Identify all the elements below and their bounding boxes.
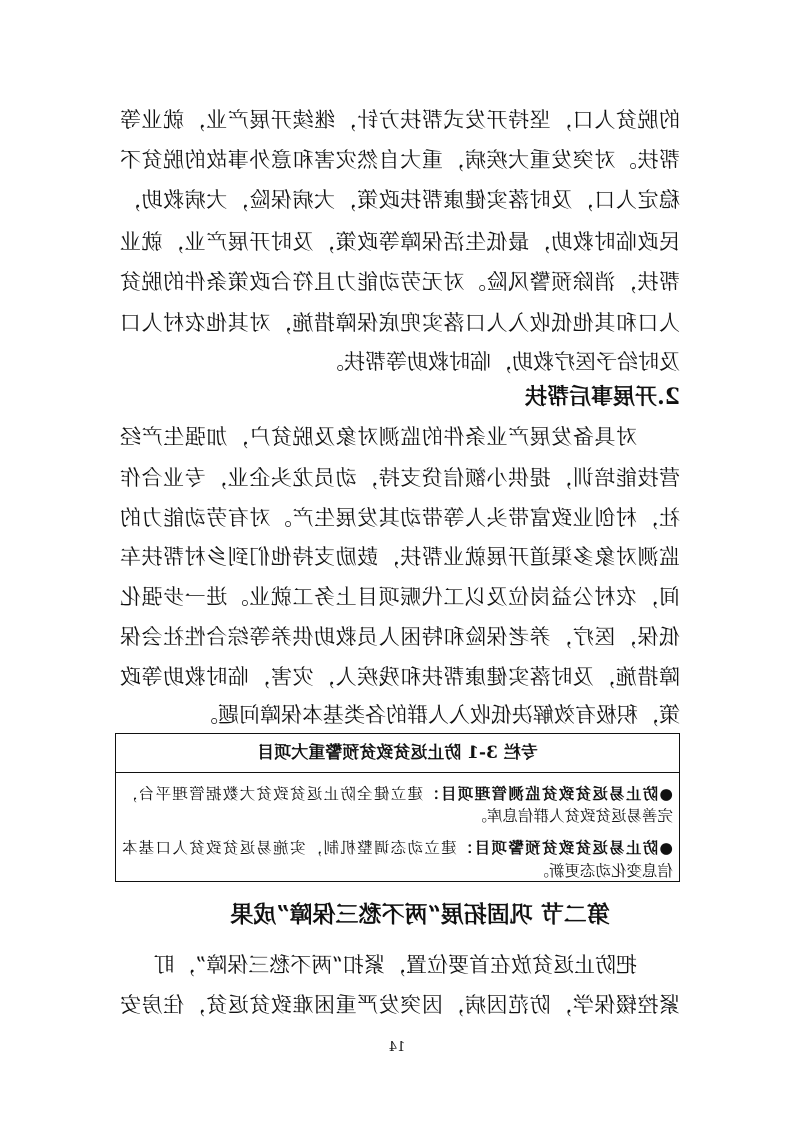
paragraph-line: 及时给予医疗救助，临时救助等帮扶。: [323, 350, 680, 374]
paragraph-line: 营技能培训，提供小额信贷支持，动员龙头企业，专业合作: [120, 466, 680, 490]
paragraph-line: 障措施，及时落实健康帮扶和残疾人，灾害，临时救助等政: [120, 665, 680, 689]
project-box: [115, 733, 680, 882]
paragraph-line: 帮扶，消除预警风险。对无劳动能力且符合政策条件的脱贫: [120, 270, 680, 294]
box-item-text: 建立动态调整机制，实施易返贫致贫人口基本: [122, 839, 457, 857]
paragraph-line: 民政临时救助，最低生活保障等政策，及时开展产业，就业: [120, 230, 680, 254]
paragraph-line: 人口和其他低收入人口落实兜底保障措施，对其他农村人口: [120, 311, 680, 335]
paragraph-line: 紧控辍保学，防范因病，因突发严重困难致贫返贫，住房安: [120, 993, 680, 1017]
box-item-line: [122, 837, 673, 859]
page-number: 14: [388, 1040, 406, 1055]
paragraph-line: 对具备发展产业条件的监测对象及脱贫户，加强生产经: [120, 425, 637, 449]
paragraph-line: 低保，医疗，养老保险和特困人员救助供养等综合性社会保: [120, 625, 680, 649]
box-item-text: 建立健全防止返贫致贫大数据管理平台，: [122, 785, 424, 803]
paragraph-line: 帮扶。对突发重大疾病，重大自然灾害和意外事故的脱贫不: [120, 148, 680, 172]
box-item-label: ●防止易返贫致贫预警项目：: [456, 838, 673, 857]
section-heading: 第二节 巩固拓展“两不愁三保障”成果: [230, 901, 610, 928]
paragraph-line: 间，农村公益岗位及以工代赈项目上务工就业。进一步强化: [120, 585, 680, 609]
paragraph-line: 监测对象多渠道开展就业帮扶，鼓励支持他们到乡村帮扶车: [120, 545, 680, 569]
paragraph-line: 策，积极有效解决低收入人群的各类基本保障问题。: [197, 703, 680, 727]
paragraph-line: 社，村创业致富带头人等带动其发展生产。对有劳动能力的: [120, 506, 680, 530]
box-item-line: 信息变化动态更新。: [533, 862, 673, 880]
paragraph-line: 稳定人口，及时落实健康帮扶政策，大病保险，大病救助，: [120, 188, 680, 212]
paragraph-line: 的脱贫人口，坚持开发式帮扶方针，继续开展产业，就业等: [120, 108, 680, 132]
subsection-heading: 2.开展事后帮扶: [525, 384, 680, 410]
box-item-line: 完善易返贫致贫人群信息库。: [471, 807, 673, 825]
box-item-label: ●防止易返贫致贫监测管理项目：: [423, 784, 673, 803]
box-title: 专栏 3-1 防止返贫致贫预警重大项目: [116, 734, 679, 773]
box-item-line: [122, 783, 673, 805]
paragraph-line: 把防止返贫放在首要位置，紧扣“两不愁三保障”，盯: [153, 953, 637, 977]
